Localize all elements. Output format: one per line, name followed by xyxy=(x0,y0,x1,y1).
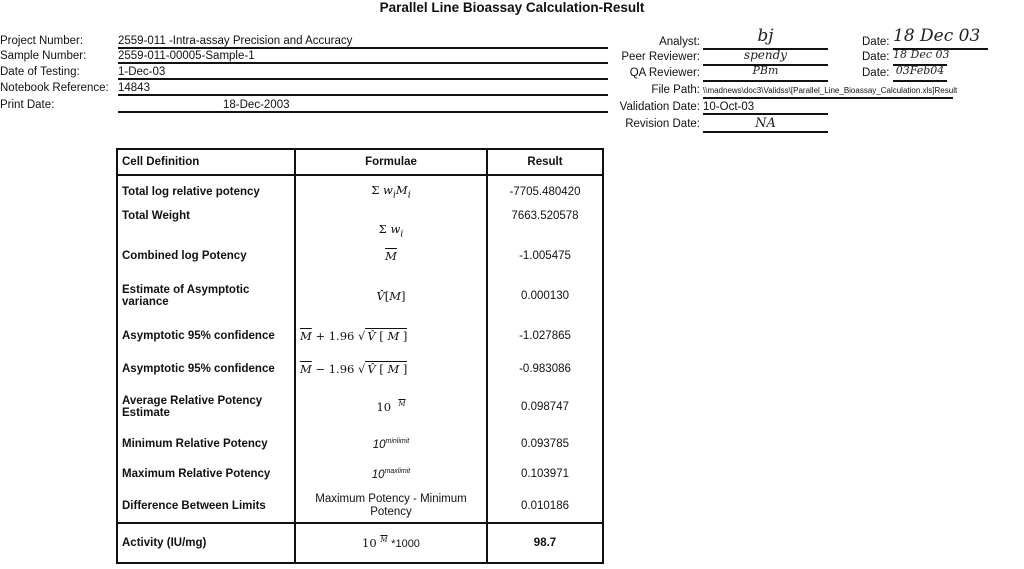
formula-M-bar: $\overline{M}$ xyxy=(385,249,397,263)
formula-M-bar-exponent: M xyxy=(380,536,388,545)
row-result: 0.093785 xyxy=(521,438,569,450)
header-formulae: Formulae xyxy=(295,149,487,175)
row-formula: $\overline{M} + 1.96$ √ V̂ [ $\overline{M}$ ] xyxy=(295,319,487,353)
analyst-signature: bj xyxy=(703,26,828,50)
table-row xyxy=(117,489,603,523)
row-formula xyxy=(295,459,487,489)
peer-reviewer-signature: spendy xyxy=(703,48,828,66)
print-date-label: Print Date: xyxy=(0,99,55,111)
sample-number-label: Sample Number: xyxy=(0,50,87,62)
row-definition: Combined log Potency xyxy=(117,239,295,273)
date-of-testing-label: Date of Testing: xyxy=(0,66,80,78)
row-formula xyxy=(295,429,487,459)
formula-M-bar: $\overline{M}$ xyxy=(300,362,312,376)
row-formula xyxy=(295,523,487,563)
analyst-label: Analyst: xyxy=(659,36,700,48)
row-definition: Difference Between Limits xyxy=(117,489,295,523)
formula-w: w xyxy=(390,221,401,236)
formula-M: M xyxy=(395,182,408,197)
row-result: 7663.520578 xyxy=(511,210,579,222)
formula-M-bar: $\overline{M}$ xyxy=(300,329,312,343)
sigma-symbol: Σ xyxy=(378,221,387,236)
qa-reviewer-label: QA Reviewer: xyxy=(629,67,700,79)
formula-minus-196: − 1.96 xyxy=(315,362,355,376)
date-of-testing-value: 1-Dec-03 xyxy=(118,66,608,80)
row-formula xyxy=(295,207,487,239)
row-formula xyxy=(295,239,487,273)
formula-times-1000: *1000 xyxy=(391,538,420,550)
row-result: 0.000130 xyxy=(521,290,569,302)
formula-ten: 10 xyxy=(371,468,385,481)
row-formula: $\overline{M} - 1.96$ √ V̂ [ $\overline{M}$ ] xyxy=(295,353,487,385)
row-definition: Asymptotic 95% confidence xyxy=(117,319,295,353)
qa-reviewer-date: 03Feb04 xyxy=(893,64,947,82)
formula-M-bar: $\overline{M}$ xyxy=(387,329,400,343)
row-formula xyxy=(295,385,487,429)
row-result: -0.983086 xyxy=(519,363,571,375)
row-result: 0.010186 xyxy=(521,499,569,512)
formula-sub-i: i xyxy=(407,189,411,201)
formula-plus-196: + 1.96 xyxy=(315,329,355,343)
formula-M: M xyxy=(389,289,402,303)
formula-maxlimit-exponent: maxlimit xyxy=(384,467,411,475)
table-row xyxy=(117,319,603,353)
row-definition: Asymptotic 95% confidence xyxy=(117,353,295,385)
formula-minlimit-exponent: minlimit xyxy=(385,437,410,445)
row-result: -1.027865 xyxy=(519,330,571,342)
row-result: 0.103971 xyxy=(521,468,569,480)
project-number-value: 2559-011 -Intra-assay Precision and Accuracy xyxy=(118,35,608,49)
row-definition: Maximum Relative Potency xyxy=(117,459,295,489)
formula-V-hat: V̂ xyxy=(376,289,385,303)
results-table xyxy=(116,148,604,564)
sigma-symbol: Σ xyxy=(371,182,380,197)
formula-V-hat: V̂ xyxy=(367,362,376,376)
row-definition: Average Relative Potency Estimate xyxy=(117,385,295,429)
formula-sub-i: i xyxy=(392,189,396,201)
peer-reviewer-date-label: Date: xyxy=(862,51,890,63)
row-formula: Maximum Potency - Minimum Potency xyxy=(295,489,487,523)
row-definition: Activity (IU/mg) xyxy=(117,523,295,563)
peer-reviewer-label: Peer Reviewer: xyxy=(621,51,700,63)
activity-result: 98.7 xyxy=(487,523,603,563)
file-path-value: \\madnews\doc3\Validss\[Parallel_Line_Bioassay_Calculation.xls]Result xyxy=(703,86,958,95)
file-path-label: File Path: xyxy=(651,84,700,96)
file-path-underline xyxy=(703,97,953,99)
project-number-label: Project Number: xyxy=(0,35,84,47)
table-row xyxy=(117,207,603,239)
qa-reviewer-date-label: Date: xyxy=(862,67,890,79)
formula-M-bar-exponent: M xyxy=(398,400,406,409)
row-definition: Total Weight xyxy=(117,207,295,239)
revision-date-value: NA xyxy=(703,116,828,133)
page-title: Parallel Line Bioassay Calculation-Result xyxy=(379,0,645,15)
formula-sub-i: i xyxy=(400,228,404,239)
row-result: -1.005475 xyxy=(519,250,571,262)
table-row xyxy=(117,385,603,429)
analyst-date: 18 Dec 03 xyxy=(893,26,988,50)
header-result: Result xyxy=(487,149,603,175)
row-result: 0.098747 xyxy=(521,401,569,413)
notebook-reference-label: Notebook Reference: xyxy=(0,82,109,94)
notebook-reference-value: 14843 xyxy=(118,82,608,96)
table-row xyxy=(117,239,603,273)
print-date-value: 18-Dec-2003 xyxy=(118,99,608,113)
row-definition: Estimate of Asymptotic variance xyxy=(117,273,295,319)
sample-number-value: 2559-011-00005-Sample-1 xyxy=(118,50,608,64)
formula-M-bar: $\overline{M}$ xyxy=(387,362,400,376)
validation-date-value: 10-Oct-03 xyxy=(703,101,828,115)
revision-date-label: Revision Date: xyxy=(625,118,700,130)
validation-date-label: Validation Date: xyxy=(619,101,700,113)
formula-ten: 10 xyxy=(376,400,392,414)
analyst-date-label: Date: xyxy=(862,36,890,48)
formula-ten: 10 xyxy=(372,438,386,451)
row-result: -7705.480420 xyxy=(509,185,581,198)
sqrt-radicand: V̂ [ $\overline{M}$ ] xyxy=(367,329,408,343)
qa-reviewer-signature: PBm xyxy=(703,64,828,82)
sqrt-radicand: V̂ [ $\overline{M}$ ] xyxy=(367,362,408,376)
table-row xyxy=(117,175,603,207)
table-row xyxy=(117,459,603,489)
table-row-activity xyxy=(117,523,603,563)
row-formula: V̂[M] xyxy=(295,273,487,319)
table-row xyxy=(117,429,603,459)
table-row xyxy=(117,273,603,319)
formula-ten: 10 xyxy=(362,536,377,550)
row-formula xyxy=(295,175,487,207)
header-cell-definition: Cell Definition xyxy=(117,149,295,175)
row-definition: Total log relative potency xyxy=(117,175,295,207)
formula-w: w xyxy=(383,182,393,197)
row-definition: Minimum Relative Potency xyxy=(117,429,295,459)
table-header-row xyxy=(117,149,603,175)
table-row xyxy=(117,353,603,385)
peer-reviewer-date: 18 Dec 03 xyxy=(893,48,947,66)
formula-V-hat: V̂ xyxy=(367,329,376,343)
